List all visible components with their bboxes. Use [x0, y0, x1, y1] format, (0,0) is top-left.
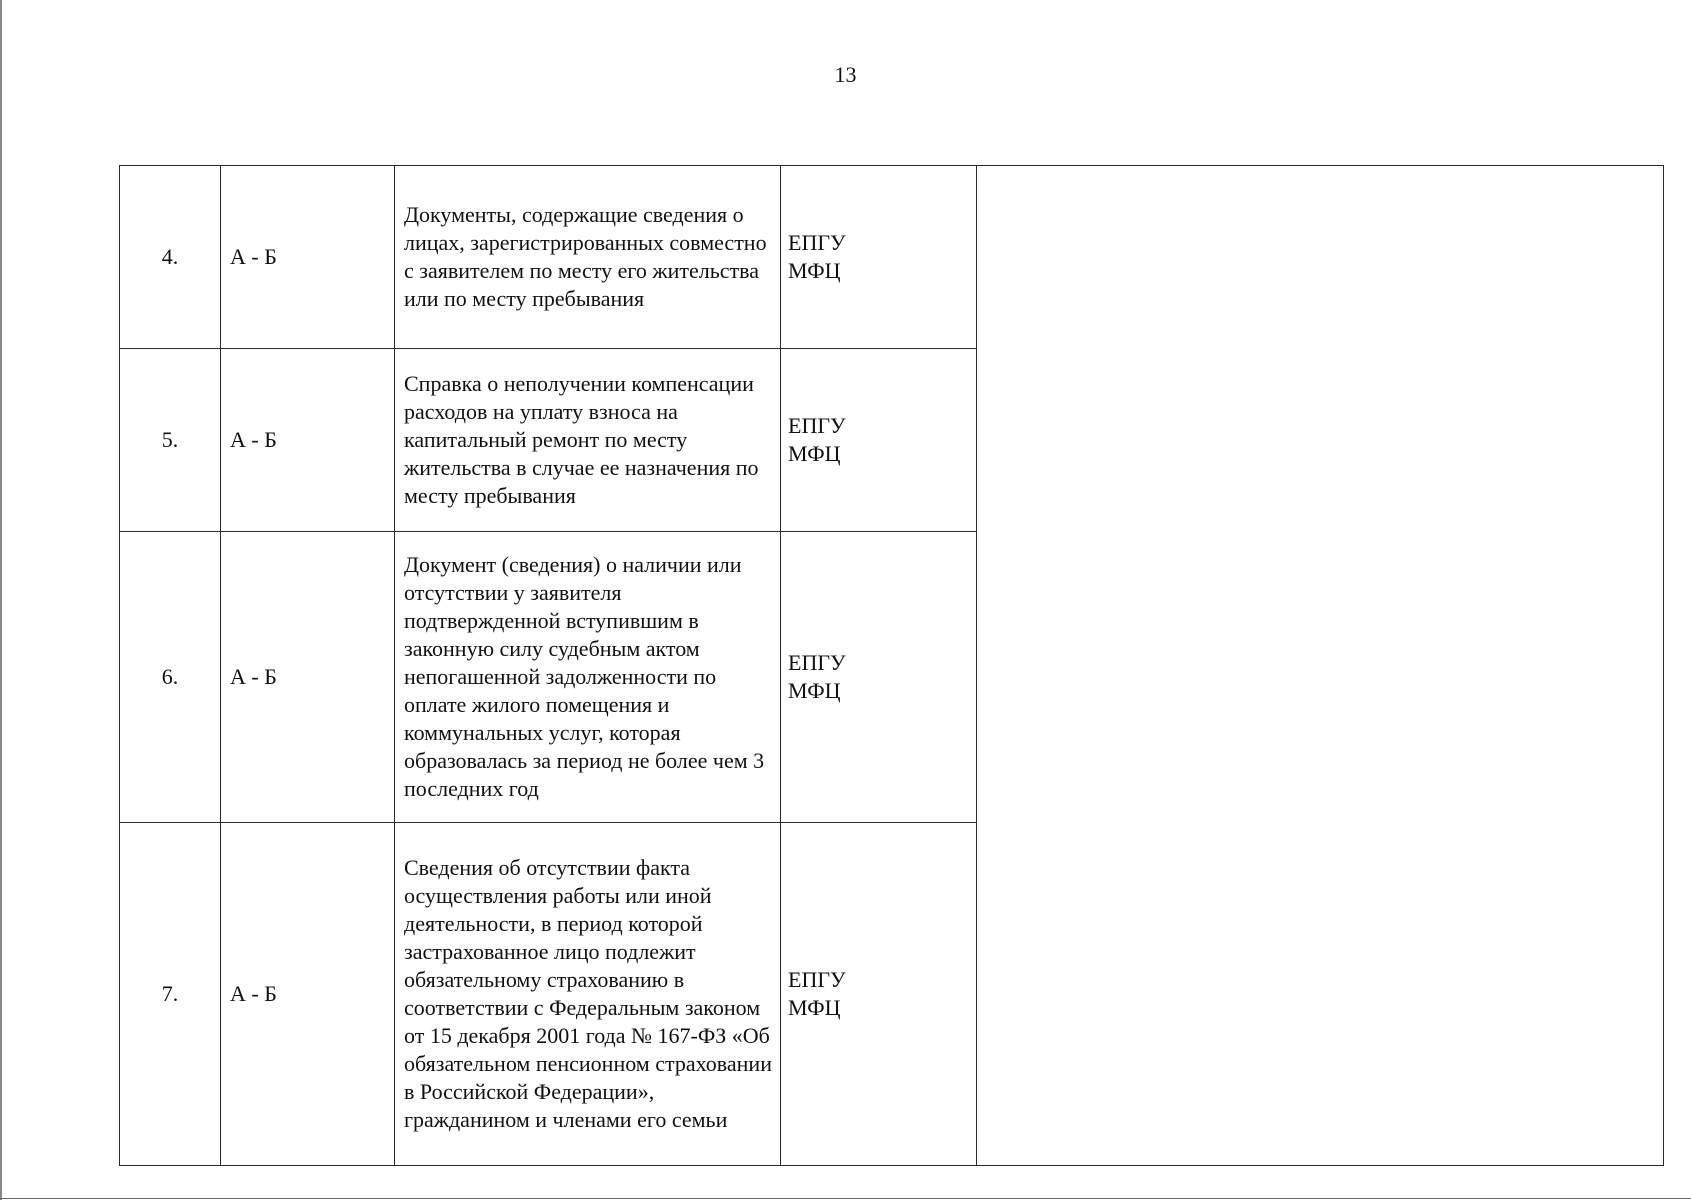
row-source: [781, 532, 977, 823]
source-epgu: ЕПГУ: [788, 967, 846, 992]
row-number: 7.: [120, 823, 221, 1166]
row-code: А - Б: [221, 823, 395, 1166]
scan-left-edge: [0, 0, 2, 1200]
row-source: [781, 823, 977, 1166]
empty-column: [977, 166, 1664, 1166]
source-mfc: МФЦ: [788, 995, 841, 1020]
row-number: 5.: [120, 349, 221, 532]
row-description: Документы, содержащие сведения о лицах, зарегистрированных совместно с заявителем по месту его жительства или по месту пребывания: [395, 166, 781, 349]
row-number: 6.: [120, 532, 221, 823]
scan-bottom-edge: [0, 1198, 1691, 1199]
source-mfc: МФЦ: [788, 678, 841, 703]
source-mfc: МФЦ: [788, 258, 841, 283]
row-source: [781, 349, 977, 532]
table-row: [120, 166, 1664, 349]
row-code: А - Б: [221, 166, 395, 349]
documents-table: [119, 165, 1664, 1166]
source-epgu: ЕПГУ: [788, 230, 846, 255]
row-code: А - Б: [221, 532, 395, 823]
row-description: Справка о неполучении компенсации расходов на уплату взноса на капитальный ремонт по месту жительства в случае ее назначения по месту пребывания: [395, 349, 781, 532]
row-number: 4.: [120, 166, 221, 349]
source-mfc: МФЦ: [788, 441, 841, 466]
row-code: А - Б: [221, 349, 395, 532]
page-number: 13: [834, 62, 857, 87]
row-description: Документ (сведения) о наличии или отсутствии у заявителя подтвержденной вступившим в законную силу судебным актом непогашенной задолженности по оплате жилого помещения и коммунальных услуг, которая образовалась за период не более чем 3 последних год: [395, 532, 781, 823]
row-source: [781, 166, 977, 349]
row-description: Сведения об отсутствии факта осуществления работы или иной деятельности, в период которой застрахованное лицо подлежит обязательному страхованию в соответствии с Федеральным законом от 15 декабря 2001 года № 167-ФЗ «Об обязательном пенсионном страховании в Российской Федерации», гражданином и членами его семьи: [395, 823, 781, 1166]
source-epgu: ЕПГУ: [788, 650, 846, 675]
source-epgu: ЕПГУ: [788, 413, 846, 438]
